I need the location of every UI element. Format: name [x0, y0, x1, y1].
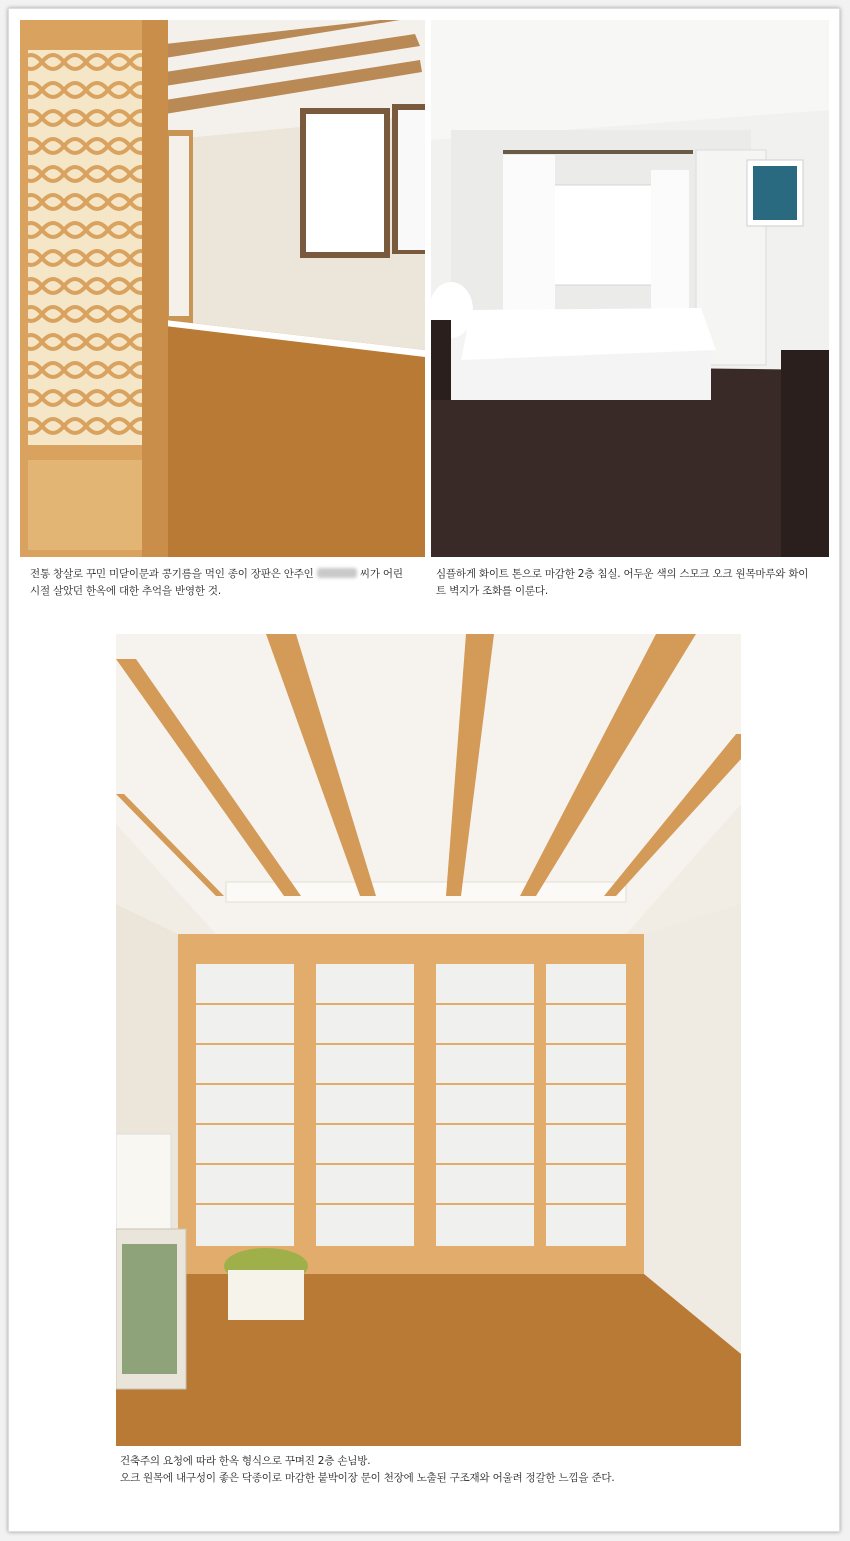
caption-bedroom-line1: 심플하게 화이트 톤으로 마감한 2층 침실. 어두운 색의 스모크 오크 원목마루와 화이: [436, 568, 809, 580]
caption-guest-room: [120, 1453, 820, 1487]
photo-hanok-lattice-room: [20, 20, 425, 557]
caption-lattice-room-line2: 시절 살았던 한옥에 대한 추억을 반영한 것.: [30, 585, 221, 597]
caption-guest-room-line1: 건축주의 요청에 따라 한옥 형식으로 꾸며진 2층 손님방.: [120, 1455, 371, 1467]
caption-lattice-room-line1: [30, 566, 420, 583]
redacted-name: [317, 568, 357, 578]
caption-lattice-room-text-a: 전통 창살로 꾸민 미닫이문과 콩기름을 먹인 종이 장판은 안주인: [30, 568, 314, 580]
caption-lattice-room: [30, 566, 420, 600]
caption-lattice-room-text-b: 씨가 어린: [359, 568, 403, 580]
photo-hanok-guest-room: [116, 634, 741, 1446]
photo-white-bedroom: [431, 20, 829, 557]
caption-bedroom: [436, 566, 828, 600]
caption-bedroom-line2: 트 벽지가 조화를 이룬다.: [436, 585, 548, 597]
caption-guest-room-line2: 오크 원목에 내구성이 좋은 닥종이로 마감한 붙박이장 문이 천장에 노출된 구조재와 어울려 정갈한 느낌을 준다.: [120, 1472, 615, 1484]
